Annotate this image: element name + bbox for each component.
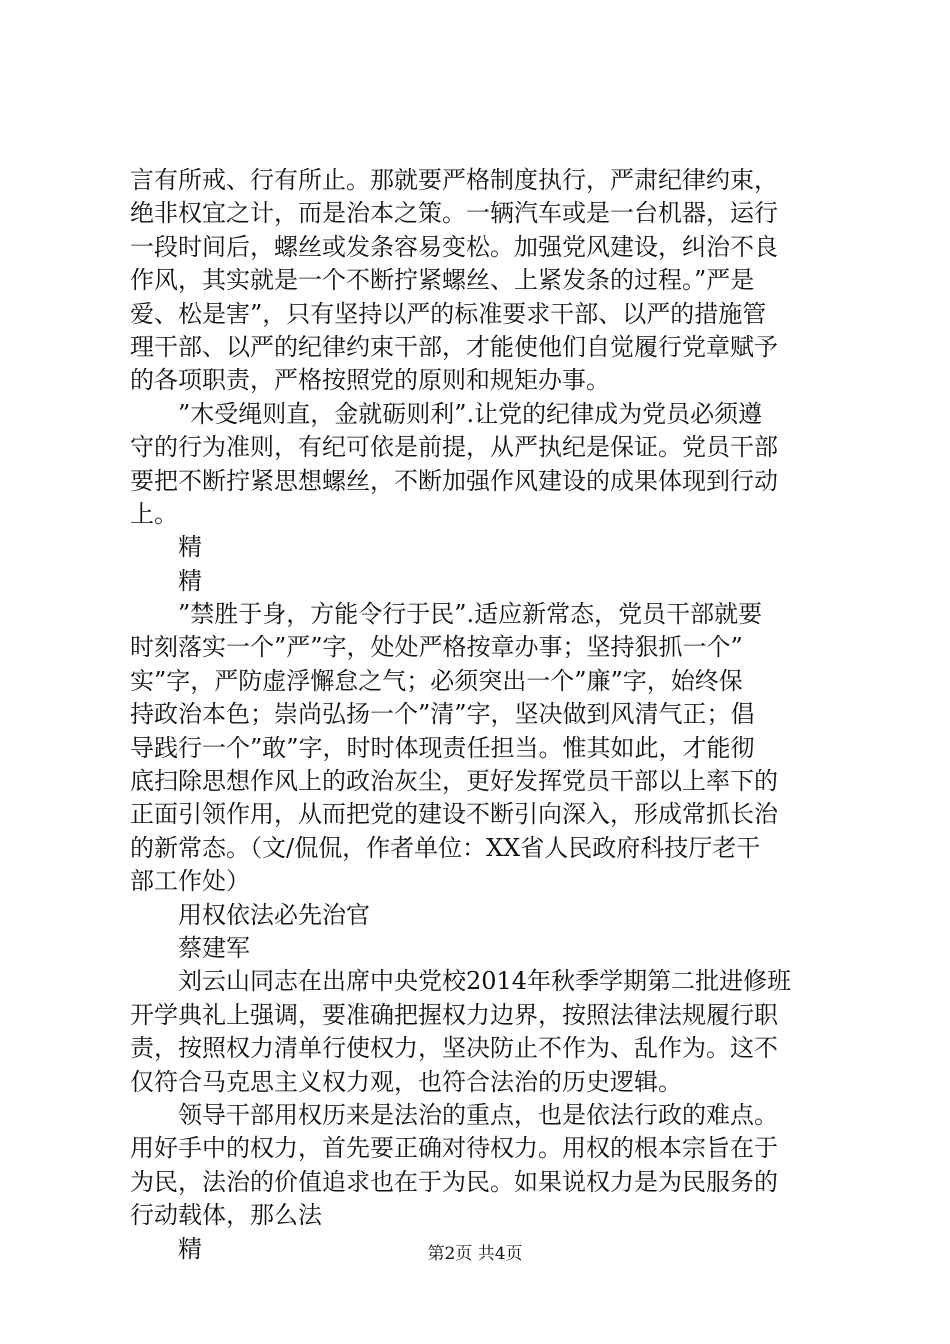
text-line: 作风，其实就是一个不断拧紧螺丝、上紧发条的过程。”严是 — [130, 266, 755, 295]
text-line: ”禁胜于身，方能令行于民”.适应新常态，党员干部就要 — [178, 600, 763, 629]
text-line: 绝非权宜之计，而是治本之策。一辆汽车或是一台机器，运行 — [130, 199, 778, 228]
text-line: 时刻落实一个”严”字，处处严格按章办事；坚持狠抓一个” — [130, 633, 743, 662]
text-line: 理干部、以严的纪律约束干部，才能使他们自觉履行党章赋予 — [130, 332, 778, 361]
text-line: 一段时间后，螺丝或发条容易变松。加强党风建设，纠治不良 — [130, 232, 778, 261]
document-body — [130, 164, 830, 1266]
text-line: 蔡建军 — [178, 933, 250, 962]
text-line: 开学典礼上强调，要准确把握权力边界，按照法律法规履行职 — [130, 1000, 778, 1029]
text-line: 部工作处） — [130, 867, 250, 896]
text-line: 精 — [178, 533, 202, 562]
text-line: 领导干部用权历来是法治的重点，也是依法行政的难点。 — [178, 1100, 778, 1129]
text-line: 刘云山同志在出席中央党校2014年秋季学期第二批进修班 — [178, 967, 792, 996]
text-line: 责，按照权力清单行使权力，坚决防止不作为、乱作为。这不 — [130, 1034, 778, 1063]
text-line: 精 — [178, 566, 202, 595]
text-line: 用好手中的权力，首先要正确对待权力。用权的根本宗旨在于 — [130, 1134, 778, 1163]
text-line: 守的行为准则，有纪可依是前提，从严执纪是保证。党员干部 — [130, 433, 778, 462]
text-line: 正面引领作用，从而把党的建设不断引向深入，形成常抓长治 — [130, 800, 778, 829]
text-line: 仅符合马克思主义权力观，也符合法治的历史逻辑。 — [130, 1067, 682, 1096]
text-line: 的新常态。（文/侃侃，作者单位：XX省人民政府科技厅老干 — [130, 833, 761, 862]
text-line: 上。 — [130, 499, 178, 528]
text-line: 爱、松是害”，只有坚持以严的标准要求干部、以严的措施管 — [130, 299, 767, 328]
text-line: 行动载体，那么法 — [130, 1201, 322, 1230]
text-line: 言有所戒、行有所止。那就要严格制度执行，严肃纪律约束， — [130, 166, 778, 194]
text-line: ”木受绳则直，金就砺则利”.让党的纪律成为党员必须遵 — [178, 399, 763, 428]
text-line: 底扫除思想作风上的政治灰尘，更好发挥党员干部以上率下的 — [130, 767, 778, 796]
text-line: 导践行一个”敢”字，时时体现责任担当。惟其如此，才能彻 — [130, 733, 755, 762]
text-line: 实”字，严防虚浮懈怠之气；必须突出一个”廉”字，始终保 — [130, 666, 743, 695]
text-line: 精 — [178, 1234, 202, 1263]
text-line: 要把不断拧紧思想螺丝，不断加强作风建设的成果体现到行动 — [130, 466, 778, 495]
text-line: 持政治本色；崇尚弘扬一个”清”字，坚决做到风清气正；倡 — [130, 700, 755, 729]
page-footer: 第2页 共4页 — [427, 1244, 523, 1264]
text-line: 为民，法治的价值追求也在于为民。如果说权力是为民服务的 — [130, 1167, 778, 1196]
text-line: 用权依法必先治官 — [178, 900, 370, 929]
text-line: 的各项职责，严格按照党的原则和规矩办事。 — [130, 366, 610, 395]
